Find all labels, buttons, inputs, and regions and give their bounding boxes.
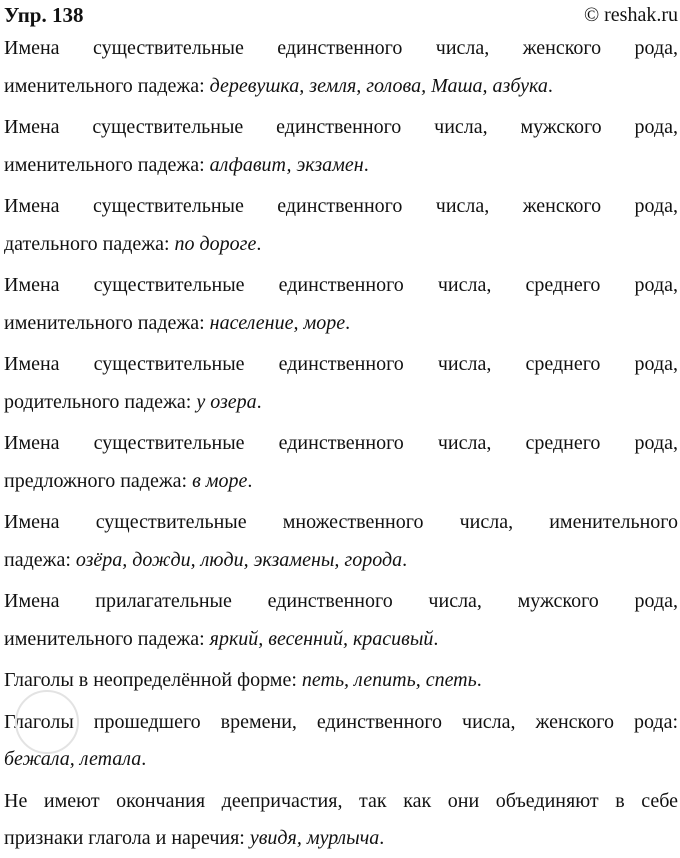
category-text: Имена существительные единственного числа, среднего рода, — [4, 432, 678, 454]
answer-paragraph — [0, 267, 680, 342]
site-credit: © reshak.ru — [583, 3, 678, 26]
paragraph-line — [4, 30, 678, 68]
examples-text: яркий, весенний, красивый — [209, 627, 434, 650]
punctuation: . — [402, 548, 408, 571]
paragraph-line — [4, 68, 678, 106]
answer-paragraph — [0, 662, 680, 700]
punctuation: . — [256, 390, 262, 413]
paragraph-line — [4, 542, 678, 580]
category-text: Имена существительные множественного числа, именительного — [4, 511, 678, 533]
paragraph-line — [4, 226, 678, 264]
paragraph-line — [4, 621, 678, 659]
category-text: Имена существительные единственного числа, мужского рода, — [4, 116, 678, 138]
punctuation: . — [345, 311, 351, 334]
punctuation: . — [476, 669, 482, 691]
paragraph-line — [4, 267, 678, 305]
answer-paragraph — [0, 783, 680, 858]
paragraph-line — [4, 820, 678, 858]
paragraph-line — [4, 425, 678, 463]
examples-text: алфавит, экзамен — [209, 153, 364, 176]
category-text: Имена существительные единственного числа, среднего рода, — [4, 353, 678, 375]
category-text: родительного падежа: — [4, 390, 197, 413]
punctuation: . — [433, 627, 439, 650]
category-text: именительного падежа: — [4, 153, 210, 176]
paragraph-line — [4, 188, 678, 226]
punctuation: . — [363, 153, 369, 176]
punctuation: . — [379, 827, 385, 849]
paragraph-line — [4, 346, 678, 384]
paragraph-line — [4, 384, 678, 422]
examples-text: население, море — [209, 311, 346, 334]
category-text: именительного падежа: — [4, 627, 210, 650]
answer-paragraph — [0, 504, 680, 579]
paragraph-line — [4, 504, 678, 542]
paragraph-line — [4, 463, 678, 501]
answer-paragraph — [0, 583, 680, 658]
category-text: Имена прилагательные единственного числа, мужского рода, — [4, 590, 678, 612]
category-text: признаки глагола и наречия: — [4, 827, 250, 849]
examples-text: в море — [192, 469, 248, 492]
answer-paragraph — [0, 188, 680, 263]
paragraph-line — [4, 583, 678, 621]
category-text: Имена существительные единственного числа, женского рода, — [4, 37, 678, 59]
answer-paragraph — [0, 704, 680, 779]
answer-paragraph — [0, 346, 680, 421]
punctuation: . — [547, 74, 553, 97]
answer-paragraph — [0, 30, 680, 105]
category-text: падежа: — [4, 548, 76, 571]
paragraph-line — [4, 704, 678, 742]
category-text: Имена существительные единственного числа, среднего рода, — [4, 274, 678, 296]
examples-text: деревушка, земля, голова, Маша, азбука — [209, 74, 548, 97]
punctuation: . — [247, 469, 253, 492]
examples-text: увидя, мурлыча — [249, 827, 380, 849]
category-text: Имена существительные единственного числа, женского рода, — [4, 195, 678, 217]
punctuation: . — [141, 748, 147, 770]
examples-text: у озера — [196, 390, 257, 413]
exercise-title: Упр. 138 — [4, 2, 84, 27]
paragraph-line — [4, 741, 678, 779]
category-text: именительного падежа: — [4, 74, 210, 97]
examples-text: озёра, дожди, люди, экзамены, города — [75, 548, 403, 571]
paragraph-line — [4, 783, 678, 821]
paragraph-line — [4, 305, 678, 343]
punctuation: . — [256, 232, 262, 255]
paragraph-line — [4, 109, 678, 147]
examples-text: по дороге — [174, 232, 257, 255]
answer-paragraph — [0, 109, 680, 184]
category-text: Не имеют окончания деепричастия, так как они объединяют в себе — [4, 789, 678, 812]
answer-content — [0, 30, 680, 858]
page-header — [0, 0, 680, 30]
answer-paragraph — [0, 425, 680, 500]
category-text: именительного падежа: — [4, 311, 210, 334]
category-text: предложного падежа: — [4, 469, 193, 492]
examples-text: бежала, летала — [4, 748, 142, 770]
category-text: дательного падежа: — [4, 232, 175, 255]
examples-text: петь, лепить, спеть — [301, 669, 477, 691]
category-text: Глаголы прошедшего времени, единственного числа, женского рода: — [4, 710, 678, 733]
paragraph-line — [4, 147, 678, 185]
category-text: Глаголы в неопределённой форме: — [4, 669, 302, 691]
paragraph-line — [4, 662, 678, 700]
